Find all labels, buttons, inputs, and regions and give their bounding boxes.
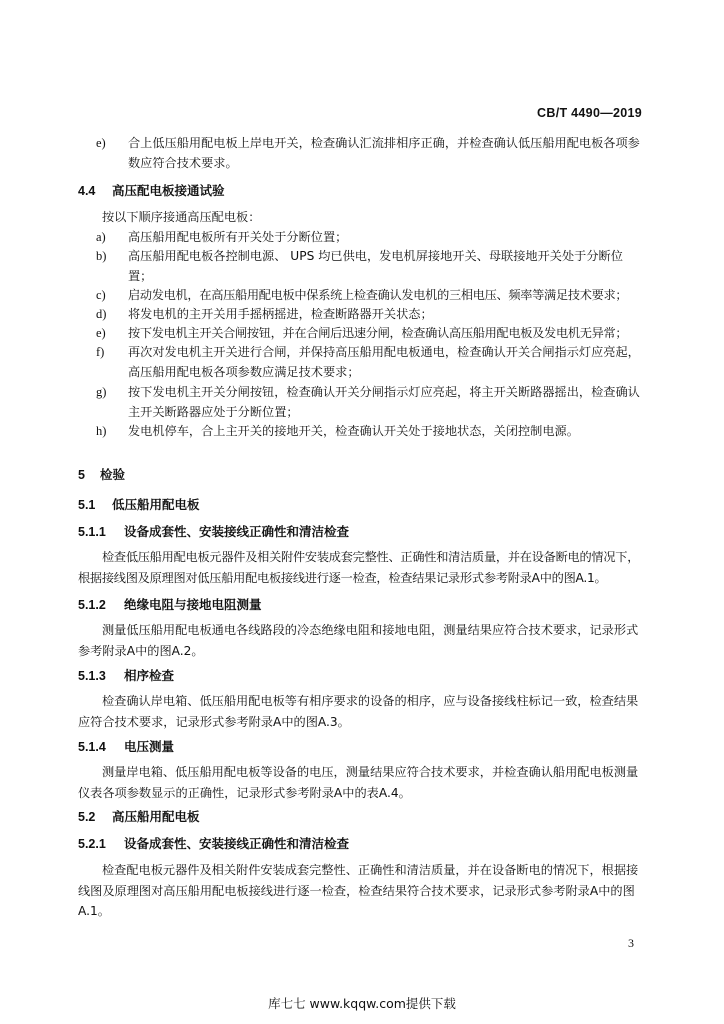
list-text: 发电机停车，合上主开关的接地开关，检查确认开关处于接地状态，关闭控制电源。 <box>128 424 579 438</box>
list-text: 按下发电机主开关合闸按钮，并在合闸后迅速分闸，检查确认高压船用配电板及发电机无异常； <box>128 326 628 340</box>
section-number: 5.1.2 <box>78 598 106 612</box>
list-marker: d) <box>96 307 107 321</box>
section-title: 高压配电板接通试验 <box>112 183 225 198</box>
section-number: 5.2 <box>78 810 96 824</box>
list-item <box>96 304 644 324</box>
section-number: 5.1 <box>78 498 96 512</box>
list-item <box>96 421 644 441</box>
section-heading-5-1 <box>78 496 200 514</box>
list-text: 高压船用配电板各控制电源、 UPS 均已供电，发电机屏接地开关、母联接地开关处于分断位置； <box>128 249 623 283</box>
download-watermark: 库七七 www.kqqw.com提供下载 <box>268 996 456 1011</box>
list-marker: e) <box>96 136 106 150</box>
section-title: 设备成套性、安装接线正确性和清洁检查 <box>124 524 350 539</box>
section-number: 5.1.1 <box>78 525 106 539</box>
list-marker: e) <box>96 326 106 340</box>
list-item <box>96 382 644 422</box>
list-marker: a) <box>96 230 106 244</box>
section-heading-5-1-1 <box>78 523 349 541</box>
section-heading-4-4 <box>78 182 225 200</box>
section-title: 高压船用配电板 <box>112 809 200 824</box>
list-text: 高压船用配电板所有开关处于分断位置； <box>128 230 348 244</box>
list-item <box>96 133 644 173</box>
section-heading-5-2-1 <box>78 835 349 853</box>
list-marker: c) <box>96 288 106 302</box>
list-marker: g) <box>96 385 107 399</box>
list-text: 合上低压船用配电板上岸电开关，检查确认汇流排相序正确，并检查确认低压船用配电板各项参数应符合技术要求。 <box>128 136 640 170</box>
list-text: 按下发电机主开关分闸按钮，检查确认开关分闸指示灯应亮起，将主开关断路器摇出，检查确认主开关断路器应处于分断位置； <box>128 385 640 419</box>
list-item <box>96 246 644 286</box>
section-title: 低压船用配电板 <box>112 497 200 512</box>
section-number: 5.1.4 <box>78 740 106 754</box>
body-paragraph: 测量低压船用配电板通电各线路段的冷态绝缘电阻和接地电阻，测量结果应符合技术要求，记录形式参考附录A中的图A.2。 <box>78 623 639 658</box>
section-title: 检验 <box>100 467 126 482</box>
list-marker: f) <box>96 345 105 359</box>
section-heading-5-1-2 <box>78 596 262 614</box>
section-heading-5-1-3 <box>78 667 174 685</box>
list-marker: b) <box>96 249 107 263</box>
list-text: 将发电机的主开关用手摇柄摇进，检查断路器开关状态； <box>128 307 433 321</box>
page-number: 3 <box>628 936 634 950</box>
section-number: 5.1.3 <box>78 669 106 683</box>
section-heading-5 <box>78 466 125 484</box>
standard-code: CB/T 4490—2019 <box>537 106 642 120</box>
body-paragraph: 检查确认岸电箱、低压船用配电板等有相序要求的设备的相序，应与设备接线柱标记一致，检查结果应符合技术要求，记录形式参考附录A中的图A.3。 <box>78 694 639 729</box>
section-title: 设备成套性、安装接线正确性和清洁检查 <box>124 836 350 851</box>
list-item <box>96 227 644 247</box>
body-paragraph: 检查低压船用配电板元器件及相关附件安装成套完整性、正确性和清洁质量，并在设备断电的情况下，根据接线图及原理图对低压船用配电板接线进行逐一检查，检查结果记录形式参考附录A中的图A.1。 <box>78 550 640 585</box>
list-marker: h) <box>96 424 107 438</box>
section-title: 电压测量 <box>124 739 175 754</box>
list-text: 启动发电机，在高压船用配电板中保系统上检查确认发电机的三相电压、频率等满足技术要求； <box>128 288 628 302</box>
list-text: 再次对发电机主开关进行合闸，并保持高压船用配电板通电，检查确认开关合闸指示灯应亮起，高压船用配电板各项参数应满足技术要求； <box>128 345 640 379</box>
section-title: 绝缘电阻与接地电阻测量 <box>124 597 262 612</box>
section-number: 4.4 <box>78 184 96 198</box>
intro-text: 按以下顺序接通高压配电板： <box>102 210 261 224</box>
section-number: 5.2.1 <box>78 837 106 851</box>
list-item <box>96 342 644 382</box>
body-paragraph: 检查配电板元器件及相关附件安装成套完整性、正确性和清洁质量，并在设备断电的情况下，根据接线图及原理图对高压船用配电板接线进行逐一检查，检查结果符合技术要求，记录形式参考附录A中的图A.1。 <box>78 863 639 918</box>
body-paragraph: 测量岸电箱、低压船用配电板等设备的电压，测量结果应符合技术要求，并检查确认船用配电板测量仪表各项参数显示的正确性，记录形式参考附录A中的表A.4。 <box>78 765 639 800</box>
section-heading-5-1-4 <box>78 738 174 756</box>
section-title: 相序检查 <box>124 668 175 683</box>
list-item <box>96 323 644 343</box>
section-number: 5 <box>78 468 85 482</box>
section-heading-5-2 <box>78 808 200 826</box>
list-item <box>96 285 644 305</box>
